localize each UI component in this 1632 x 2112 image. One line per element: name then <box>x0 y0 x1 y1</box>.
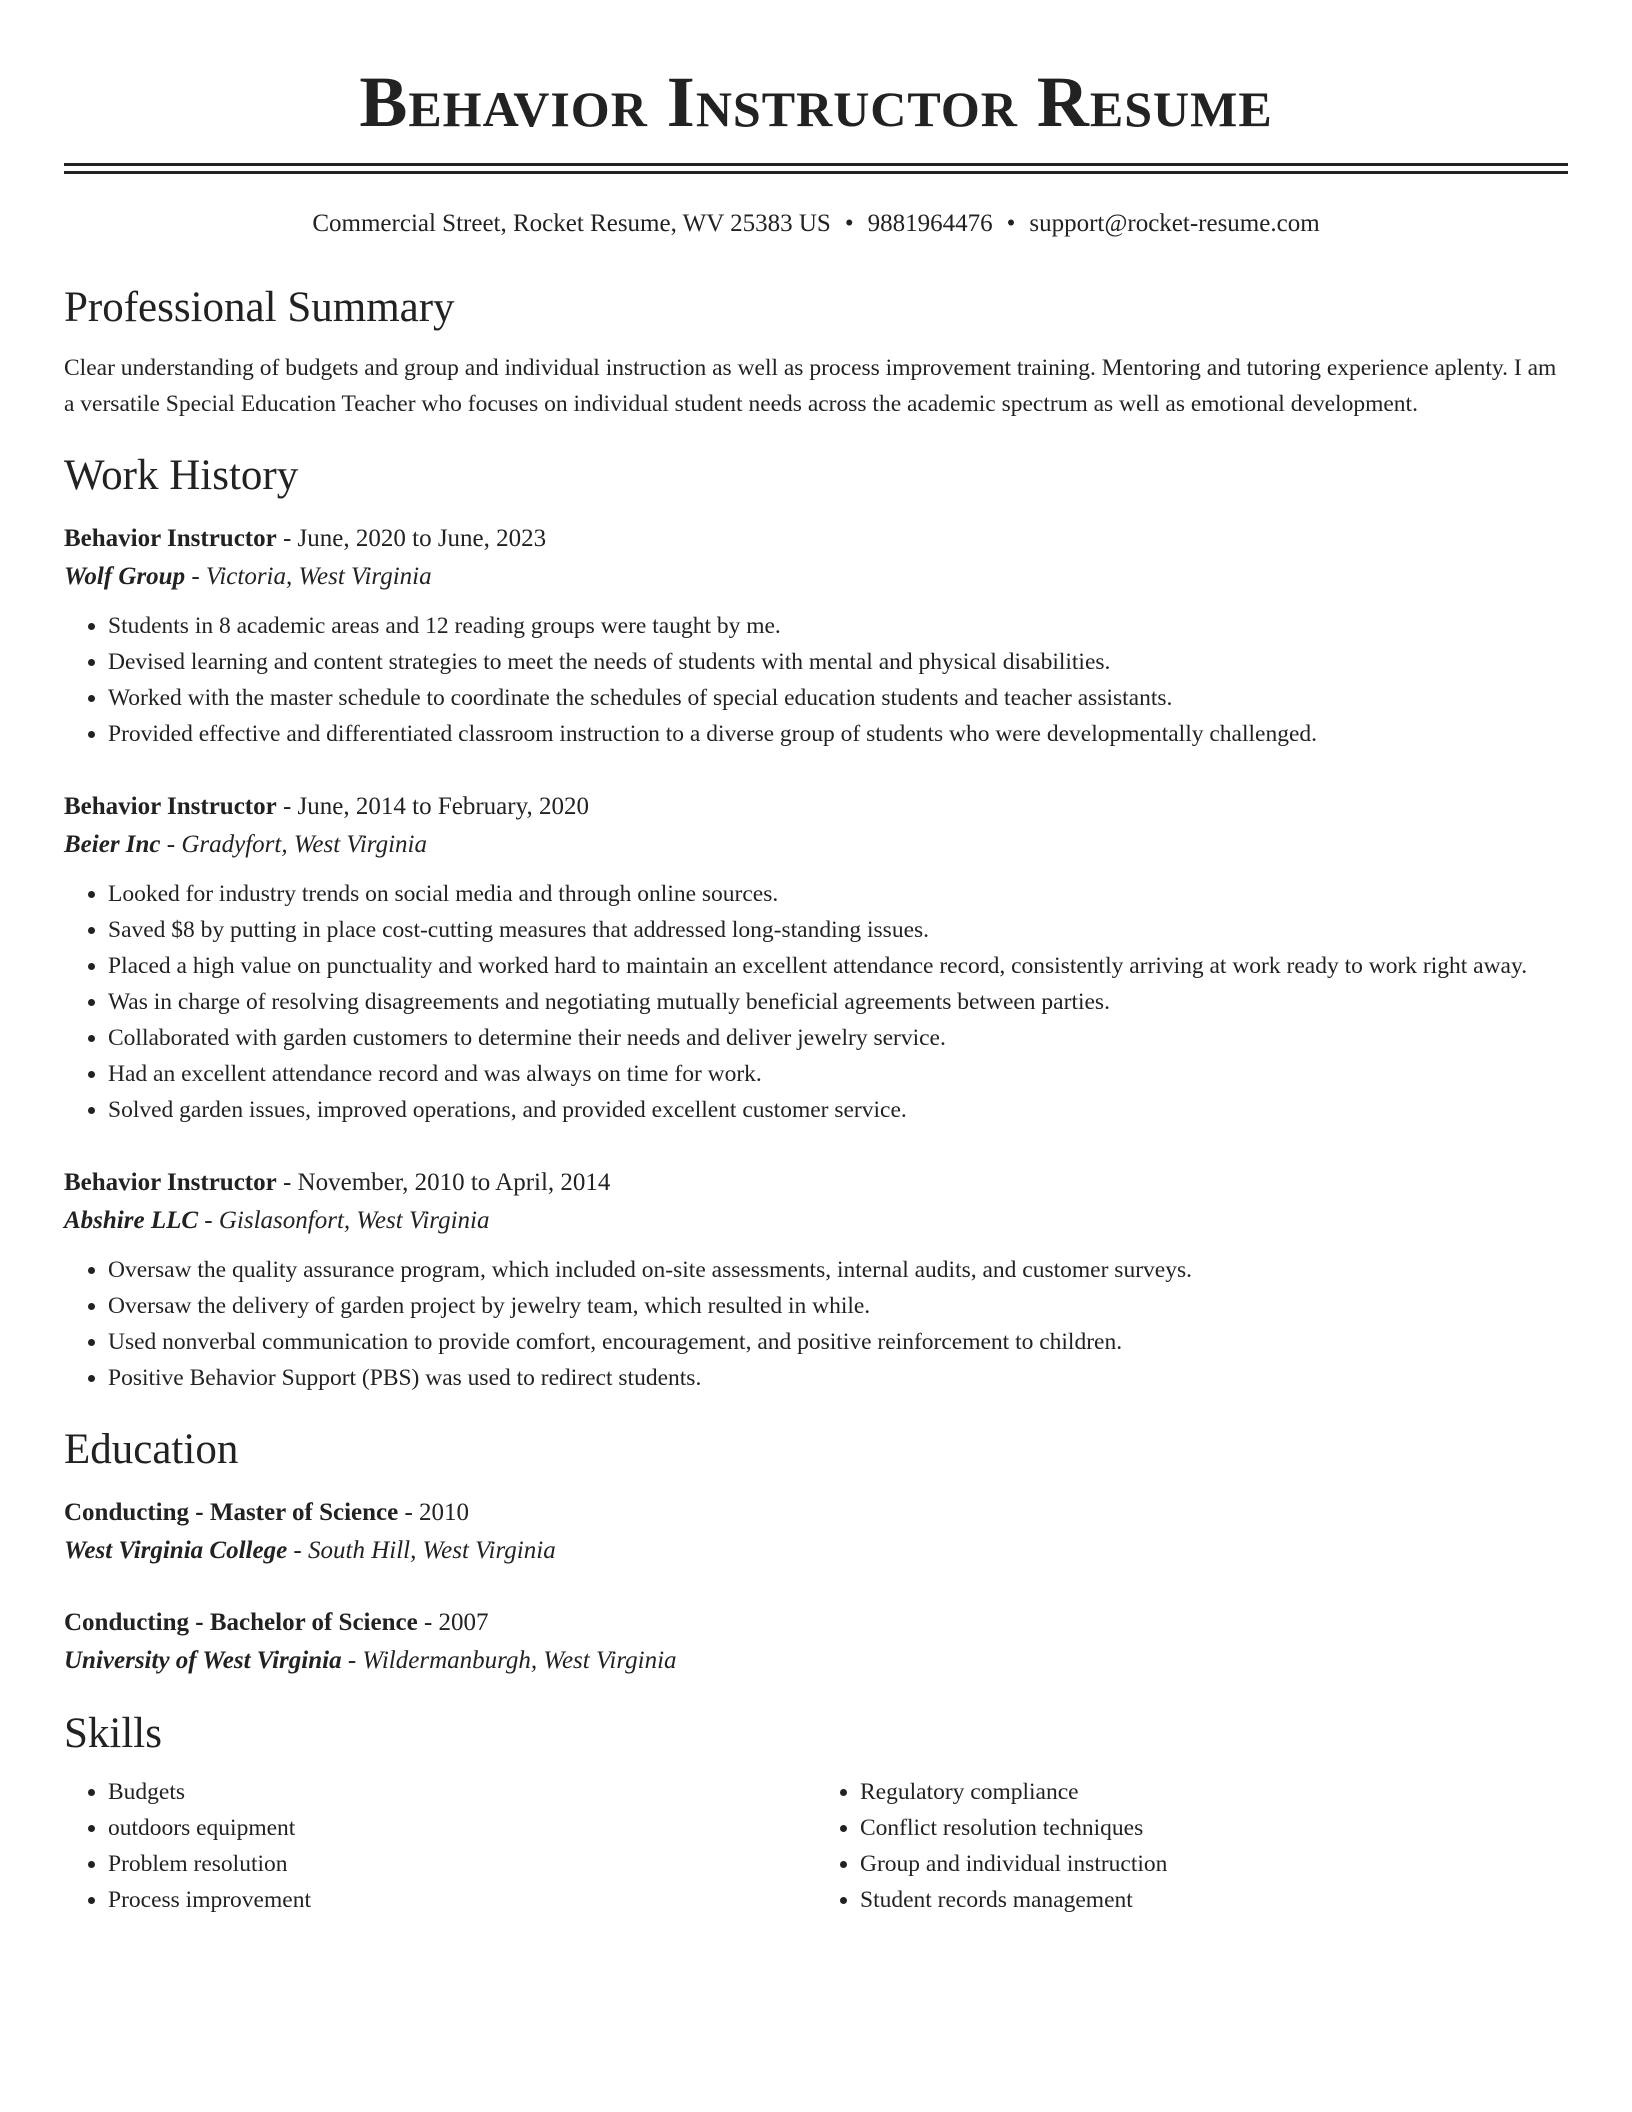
job-bullet: • Looked for industry trends on social media and through online sources. <box>108 876 1568 912</box>
job-bullet: • Devised learning and content strategies to meet the needs of students with mental and physical disabilities. <box>108 644 1568 680</box>
degree-line <box>64 1494 1568 1532</box>
contact-address: Commercial Street, Rocket Resume, WV 25383 US <box>312 210 831 237</box>
skill-item: • Budgets <box>108 1774 816 1810</box>
company-name: Wolf Group <box>64 563 186 590</box>
contact-line <box>64 208 1568 240</box>
company-location: - Gradyfort, West Virginia <box>160 831 427 858</box>
job-bullet: • Collaborated with garden customers to determine their needs and deliver jewelry service. <box>108 1020 1568 1056</box>
job-bullet: • Was in charge of resolving disagreements and negotiating mutually beneficial agreements between parties. <box>108 984 1568 1020</box>
education-entry <box>64 1494 1568 1570</box>
company-line <box>64 1202 1568 1240</box>
degree: Conducting - Master of Science <box>64 1499 399 1526</box>
job-bullet: • Provided effective and differentiated classroom instruction to a diverse group of students who were developmentally challenged. <box>108 716 1568 752</box>
job-bullet: • Oversaw the quality assurance program, which included on-site assessments, internal audits, and customer surveys. <box>108 1252 1568 1288</box>
job-title: Behavior Instructor <box>64 1169 277 1196</box>
company-line <box>64 826 1568 864</box>
degree-line <box>64 1604 1568 1642</box>
education-list <box>64 1494 1568 1680</box>
skills-list-left <box>64 1774 816 1918</box>
job-bullets <box>64 608 1568 752</box>
job-bullets <box>64 876 1568 1128</box>
school-name: West Virginia College <box>64 1537 288 1564</box>
education-entry <box>64 1604 1568 1680</box>
skill-item: • Group and individual instruction <box>860 1846 1568 1882</box>
company-name: Beier Inc <box>64 831 161 858</box>
skill-item: • outdoors equipment <box>108 1810 816 1846</box>
skill-item: • Conflict resolution techniques <box>860 1810 1568 1846</box>
skill-item: • Student records management <box>860 1882 1568 1918</box>
contact-separator: • <box>844 210 854 237</box>
job-dates: - June, 2020 to June, 2023 <box>276 525 547 552</box>
education-heading: Education <box>64 1426 239 1473</box>
job-bullet: • Had an excellent attendance record and was always on time for work. <box>108 1056 1568 1092</box>
title-divider <box>64 163 1568 174</box>
degree-year: - 2007 <box>417 1609 489 1636</box>
skills-list-right <box>816 1774 1568 1918</box>
company-location: - Victoria, West Virginia <box>185 563 432 590</box>
company-name: Abshire LLC <box>64 1207 199 1234</box>
contact-email: support@rocket-resume.com <box>1029 210 1320 237</box>
contact-phone: 9881964476 <box>867 210 993 237</box>
job-title-line <box>64 520 1568 558</box>
degree: Conducting - Bachelor of Science <box>64 1609 418 1636</box>
company-location: - Gislasonfort, West Virginia <box>198 1207 490 1234</box>
skill-item: • Regulatory compliance <box>860 1774 1568 1810</box>
job-bullet: • Solved garden issues, improved operations, and provided excellent customer service. <box>108 1092 1568 1128</box>
school-name: University of West Virginia <box>64 1647 342 1674</box>
school-line <box>64 1642 1568 1680</box>
contact-separator: • <box>1006 210 1016 237</box>
skills-heading: Skills <box>64 1710 162 1757</box>
job-bullets <box>64 1252 1568 1396</box>
job-bullet: • Placed a high value on punctuality and worked hard to maintain an excellent attendance record, consistently arriving at work ready to work right away. <box>108 948 1568 984</box>
job-title-line <box>64 1164 1568 1202</box>
school-location: - South Hill, West Virginia <box>287 1537 556 1564</box>
job-bullet: • Oversaw the delivery of garden project by jewelry team, which resulted in while. <box>108 1288 1568 1324</box>
job-title: Behavior Instructor <box>64 525 277 552</box>
job-title: Behavior Instructor <box>64 793 277 820</box>
skills-columns <box>64 1774 1568 1918</box>
job-bullet: • Worked with the master schedule to coordinate the schedules of special education students and teacher assistants. <box>108 680 1568 716</box>
job-entry <box>64 520 1568 752</box>
summary-heading: Professional Summary <box>64 284 455 331</box>
school-location: - Wildermanburgh, West Virginia <box>341 1647 677 1674</box>
job-bullet: • Saved $8 by putting in place cost-cutting measures that addressed long-standing issues. <box>108 912 1568 948</box>
job-title-line <box>64 788 1568 826</box>
school-line <box>64 1532 1568 1570</box>
skill-item: • Process improvement <box>108 1882 816 1918</box>
job-dates: - November, 2010 to April, 2014 <box>276 1169 611 1196</box>
job-bullet: • Positive Behavior Support (PBS) was used to redirect students. <box>108 1360 1568 1396</box>
job-bullet: • Students in 8 academic areas and 12 reading groups were taught by me. <box>108 608 1568 644</box>
work-history-list <box>64 520 1568 1396</box>
company-line <box>64 558 1568 596</box>
work-history-heading: Work History <box>64 452 299 499</box>
skill-item: • Problem resolution <box>108 1846 816 1882</box>
resume-title: Behavior Instructor Resume <box>359 62 1273 142</box>
job-bullet: • Used nonverbal communication to provide comfort, encouragement, and positive reinforcement to children. <box>108 1324 1568 1360</box>
degree-year: - 2010 <box>398 1499 470 1526</box>
summary-text: Clear understanding of budgets and group and individual instruction as well as process improvement training. Mentoring and tutoring experience aplenty. I am a versatile Special Education Teacher who focuses on individual student needs across the academic spectrum as well as emotional development. <box>64 355 1557 417</box>
job-entry <box>64 788 1568 1128</box>
job-entry <box>64 1164 1568 1396</box>
job-dates: - June, 2014 to February, 2020 <box>276 793 589 820</box>
